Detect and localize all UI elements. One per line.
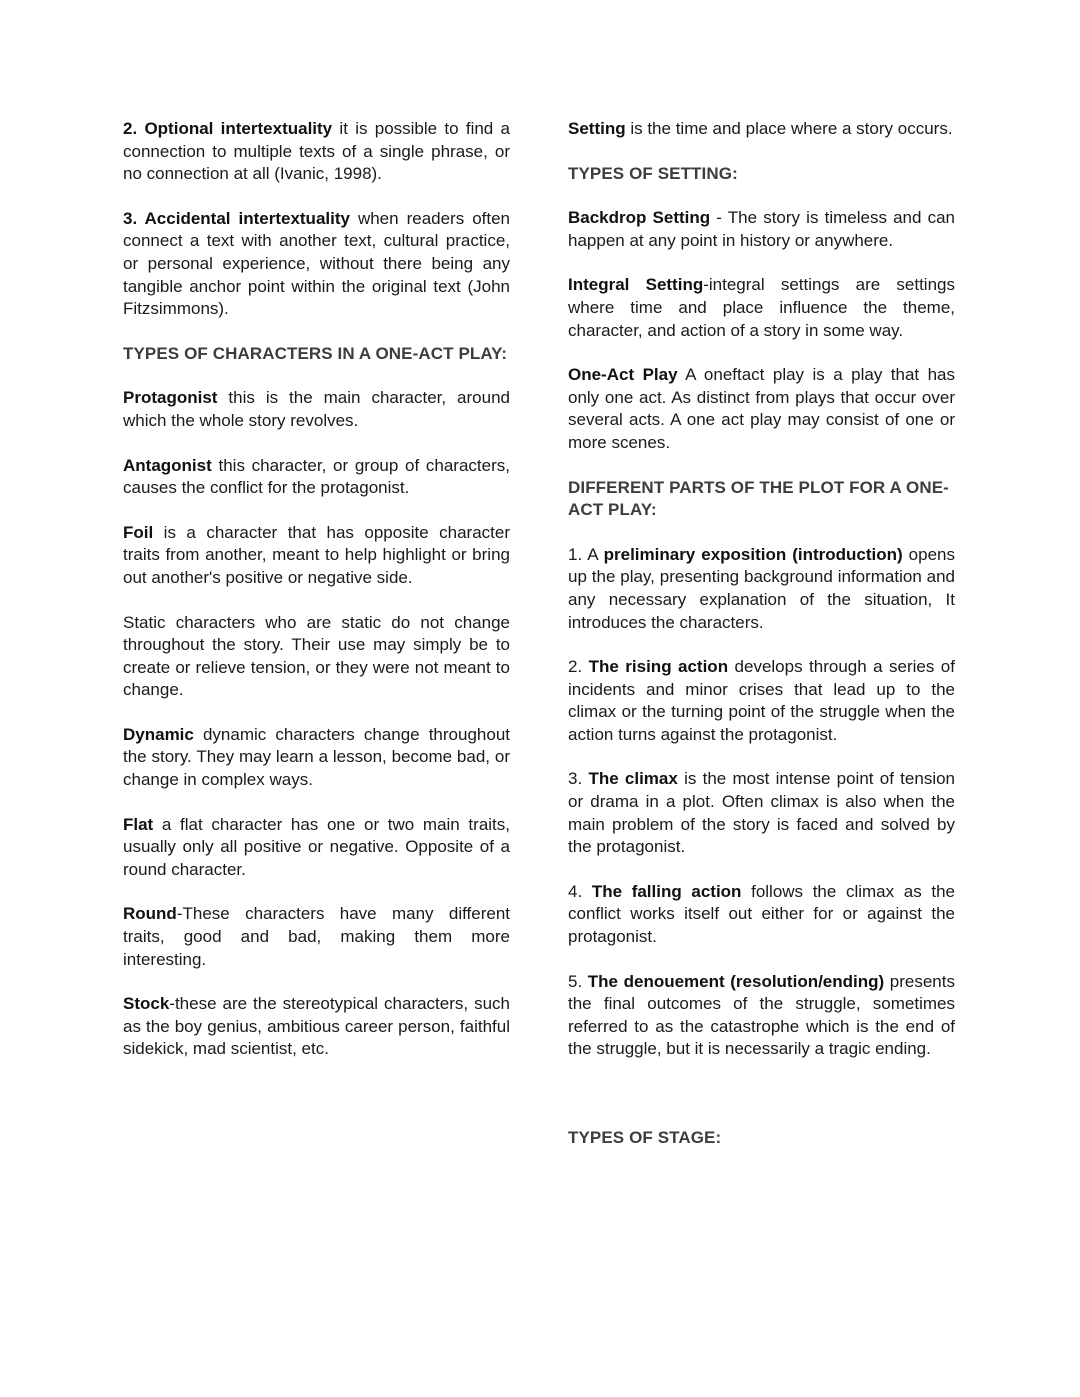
list-number: 3. — [568, 769, 589, 789]
paragraph-text: dynamic characters change throughout the story. They may learn a lesson, become bad, or change in complex ways. — [123, 724, 510, 790]
body-paragraph — [568, 274, 955, 342]
term-lead-in: preliminary exposition (introduction) — [603, 544, 903, 564]
term-lead-in: The falling action — [591, 881, 742, 901]
paragraph-text: it is possible to find a connection to multiple texts of a single phrase, or no connection at all (Ivanic, 1998). — [123, 119, 510, 184]
term-lead-in: Setting — [568, 119, 626, 138]
body-paragraph — [568, 656, 955, 746]
body-paragraph — [568, 768, 955, 858]
term-lead-in: The climax — [588, 769, 678, 789]
paragraph-text: this is the main character, around which the whole story revolves. — [123, 388, 510, 430]
term-lead-in: 2. Optional intertextuality — [123, 119, 333, 138]
list-number: 2. — [568, 657, 589, 677]
paragraph-text: when readers often connect a text with another text, cultural practice, or personal experience, without there being any tangible anchor point within the original text (John Fitzsimmons). — [123, 208, 511, 319]
paragraph-text: follows the climax as the conflict works itself out either for or against the protagonist. — [568, 881, 956, 947]
list-number: 4. — [568, 881, 592, 901]
term-lead-in: Dynamic — [123, 724, 194, 744]
body-paragraph — [123, 814, 510, 882]
paragraph-text: is the most intense point of tension or drama in a plot. Often climax is also when the main problem of the story is faced and solved by the protagonist. — [568, 769, 956, 857]
body-paragraph — [568, 118, 955, 141]
body-paragraph — [568, 971, 955, 1061]
paragraph-text: develops through a series of incidents and minor crises that lead up to the climax or the turning point of the struggle when the action turns against the protagonist. — [568, 657, 955, 744]
body-paragraph — [568, 544, 955, 634]
term-lead-in: Antagonist — [123, 455, 212, 475]
body-paragraph — [568, 207, 955, 252]
body-paragraph — [123, 118, 510, 186]
body-paragraph — [123, 522, 510, 590]
section-heading: TYPES OF SETTING: — [568, 163, 738, 183]
paragraph-text: this character, or group of characters, causes the conflict for the protagonist. — [123, 455, 510, 498]
body-paragraph — [123, 903, 510, 971]
paragraph-text: - The story is timeless and can happen at any point in history or anywhere. — [568, 208, 955, 250]
list-number: 1. A — [568, 544, 604, 564]
body-paragraph — [568, 364, 955, 454]
paragraph-text: Static characters who are static do not change throughout the story. Their use may simply be to create or relieve tension, or they were not meant to change. — [123, 612, 510, 700]
paragraph-text: -integral settings are settings where time and place influence the theme, character, and action of a story in some way. — [568, 275, 955, 340]
two-column-body — [123, 118, 955, 1172]
body-paragraph — [123, 387, 510, 432]
section-heading: TYPES OF CHARACTERS IN A ONE-ACT PLAY: — [123, 343, 508, 363]
term-lead-in: Integral Setting — [568, 275, 704, 295]
term-lead-in: Backdrop Setting — [568, 208, 711, 228]
paragraph-text: opens up the play, presenting background information and any necessary explanation of the situation, It introduces the characters. — [568, 544, 956, 632]
body-paragraph — [123, 612, 510, 702]
term-lead-in: Stock — [123, 994, 170, 1014]
paragraph-text: is the time and place where a story occurs. — [625, 119, 953, 138]
paragraph-text: presents the final outcomes of the struggle, sometimes referred to as the catastrophe which is the end of the struggle, but it is necessarily a tragic ending. — [568, 971, 955, 1059]
term-lead-in: 3. Accidental intertextuality — [123, 208, 350, 228]
term-lead-in: Protagonist — [123, 388, 218, 408]
list-number: 5. — [568, 971, 588, 991]
body-paragraph — [123, 455, 510, 500]
term-lead-in: The denouement (resolution/ending) — [587, 971, 885, 991]
term-lead-in: Foil — [123, 522, 154, 542]
section-heading: DIFFERENT PARTS OF THE PLOT FOR A ONE-ACT PLAY: — [568, 477, 949, 520]
vertical-spacer — [568, 1083, 955, 1127]
body-paragraph — [123, 724, 510, 792]
term-lead-in: Flat — [123, 814, 154, 834]
body-paragraph — [123, 208, 510, 321]
paragraph-text: -These characters have many different traits, good and bad, making them more interesting. — [123, 904, 510, 969]
paragraph-text: A oneftact play is a play that has only one act. As distinct from plays that occur over several acts. A one act play may consist of one or more scenes. — [568, 365, 955, 452]
paragraph-text: a flat character has one or two main traits, usually only all positive or negative. Opposite of a round character. — [123, 814, 510, 879]
term-lead-in: The rising action — [588, 657, 729, 677]
right-column — [568, 118, 955, 1172]
term-lead-in: One-Act Play — [568, 365, 678, 385]
left-column — [123, 118, 510, 1061]
paragraph-text: is a character that has opposite character traits from another, meant to help highlight or bring out another's positive or negative side. — [123, 522, 510, 587]
body-paragraph — [568, 881, 955, 949]
section-heading: TYPES OF STAGE: — [568, 1128, 722, 1147]
paragraph-text: -these are the stereotypical characters, such as the boy genius, ambitious career person, faithful sidekick, mad scientist, etc. — [123, 994, 510, 1059]
term-lead-in: Round — [123, 904, 177, 924]
body-paragraph — [123, 993, 510, 1061]
